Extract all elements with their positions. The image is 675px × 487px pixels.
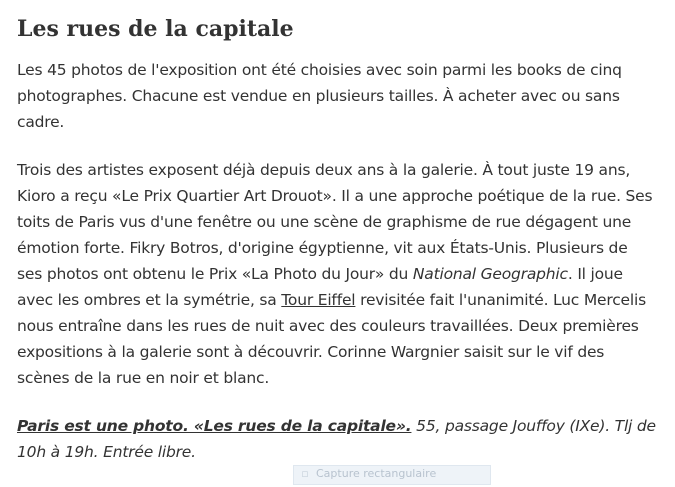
paragraph-artists [17,157,657,391]
exhibition-info [17,413,657,465]
article [17,14,657,487]
paragraph-text: Trois des artistes exposent déjà depuis deux ans à la galerie. À tout juste 19 ans, Kioro a reçu «Le Prix Quartier Art Drouot». Il a une approche poétique de la rue. Ses toits de Paris vus d'une fenêtre ou une scène de graphisme de rue dégagent une émotion forte. Fikry Botros, d'origine égyptienne, vit aux États-Unis. Plusieurs de ses photos ont obtenu le Prix «La Photo du Jour» du [17,161,653,283]
capture-icon: ▫ [301,467,309,480]
magazine-name: National Geographic [412,265,568,283]
capture-label: Capture rectangulaire [316,467,437,480]
paragraph-text: . Il joue avec les ombres et la symétrie, sa [17,265,623,309]
paragraph-intro: Les 45 photos de l'exposition ont été choisies avec soin parmi les books de cinq photographes. Chacune est vendue en plusieurs tailles. À acheter avec ou sans cadre. [17,61,622,131]
exhibition-details: 55, passage Jouffoy (IXe). Tlj de 10h à 19h. Entrée libre. [17,417,656,461]
capture-tooltip [293,465,491,485]
exhibition-link[interactable]: Paris est une photo. «Les rues de la capitale». [17,417,412,435]
article-title: Les rues de la capitale [17,16,294,42]
tour-eiffel-link[interactable]: Tour Eiffel [281,291,356,309]
paragraph-text: revisitée fait l'unanimité. Luc Mercelis nous entraîne dans les rues de nuit avec des couleurs travaillées. Deux premières expositions à la galerie sont à découvrir. Corinne Wargnier saisit sur le vif des scènes de la rue en noir et blanc. [17,291,646,387]
